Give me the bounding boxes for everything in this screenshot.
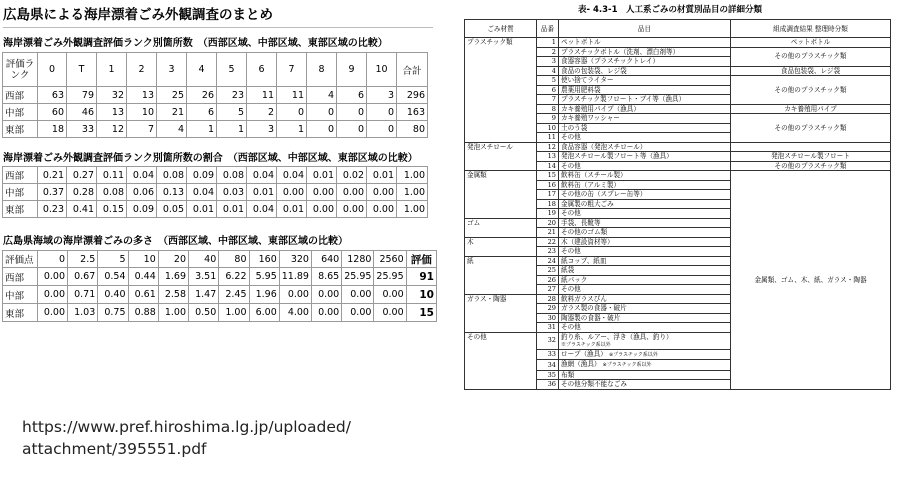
result-other-plastic-2: その他のプラスチック類 — [731, 76, 891, 105]
data-cell: 2.58 — [158, 286, 188, 304]
summary-panel — [0, 0, 437, 501]
item-no: 35 — [537, 370, 559, 380]
category-plastic: プラスチック類 — [465, 38, 537, 143]
item-no: 13 — [537, 152, 559, 162]
item-no: 4 — [537, 66, 559, 76]
item-name: 紙パック — [559, 275, 731, 285]
data-cell: 0.00 — [279, 286, 311, 304]
item-name: その他の缶（スプレー缶等） — [559, 190, 731, 200]
data-cell: 0.08 — [157, 167, 187, 184]
item-no: 30 — [537, 313, 559, 323]
item-name-with-note — [559, 360, 731, 371]
table-row — [3, 167, 428, 184]
ratios-table — [2, 166, 428, 218]
item-name: カキ養殖用パイプ（漁具） — [559, 104, 731, 114]
category-metal: 金属類 — [465, 171, 537, 219]
data-cell: 0.54 — [98, 268, 128, 286]
region-label: 西部 — [3, 268, 38, 286]
table-row — [3, 268, 437, 286]
data-cell: 0.01 — [367, 167, 397, 184]
item-no: 10 — [537, 123, 559, 133]
data-cell: 26 — [187, 87, 217, 104]
data-cell: 0.00 — [342, 304, 374, 322]
data-cell: 0.88 — [128, 304, 158, 322]
data-cell: 0 — [367, 104, 397, 121]
item-no: 21 — [537, 228, 559, 238]
header-cell: T — [67, 53, 97, 87]
item-no: 16 — [537, 180, 559, 190]
source-url-line-1: https://www.pref.hiroshima.lg.jp/uploaded/ — [22, 418, 351, 436]
data-cell: 0.00 — [374, 286, 406, 304]
region-label: 東部 — [3, 201, 38, 218]
region-label: 中部 — [3, 286, 38, 304]
data-cell: 0 — [277, 104, 307, 121]
header-cell: 10 — [367, 53, 397, 87]
total-cell: 296 — [397, 87, 428, 104]
item-no: 32 — [537, 332, 559, 349]
item-no: 7 — [537, 95, 559, 105]
item-name: 釣り糸、ルアー、浮き（漁具、釣り） — [561, 333, 673, 342]
item-name: その他 — [559, 209, 731, 219]
data-cell: 0.04 — [247, 167, 277, 184]
score-header: 評価 — [406, 251, 436, 268]
item-no: 25 — [537, 266, 559, 276]
data-cell: 25.95 — [374, 268, 406, 286]
item-name: その他 — [559, 247, 731, 257]
data-cell: 0.03 — [217, 184, 247, 201]
data-cell: 5.95 — [249, 268, 279, 286]
classification-title: 表- 4.3-1 人工系ごみの材質別品目の詳細分類 — [578, 5, 762, 15]
item-no: 3 — [537, 57, 559, 67]
data-cell: 1.03 — [68, 304, 98, 322]
score-cell: 91 — [406, 268, 436, 286]
header-cell: 9 — [337, 53, 367, 87]
data-cell: 0.15 — [97, 201, 127, 218]
data-cell: 8.65 — [311, 268, 341, 286]
volume-table — [2, 250, 437, 322]
data-cell: 0 — [367, 121, 397, 138]
category-wood: 木 — [465, 237, 537, 256]
table-header-row — [3, 251, 437, 268]
item-no: 15 — [537, 171, 559, 181]
result-foam-float: 発泡スチロール製フロート — [731, 152, 891, 162]
item-name-with-note — [559, 332, 731, 349]
counts-table — [2, 52, 428, 138]
item-name: その他 — [559, 133, 731, 143]
data-cell: 0.04 — [277, 167, 307, 184]
data-cell: 13 — [127, 87, 157, 104]
item-no: 22 — [537, 237, 559, 247]
score-cell: 15 — [406, 304, 436, 322]
data-cell: 0.00 — [311, 286, 341, 304]
data-cell: 5 — [217, 104, 247, 121]
category-paper: 紙 — [465, 256, 537, 294]
data-cell: 0.04 — [127, 167, 157, 184]
item-no: 29 — [537, 304, 559, 314]
header-label: 評価ランク — [3, 53, 38, 87]
header-material: ごみ材質 — [465, 20, 537, 38]
table-row — [465, 38, 891, 48]
total-cell: 1.00 — [397, 201, 428, 218]
data-cell: 0.67 — [68, 268, 98, 286]
item-no: 2 — [537, 47, 559, 57]
item-name: 陶器製の食器・破片 — [559, 313, 731, 323]
region-label: 中部 — [3, 184, 38, 201]
item-no: 28 — [537, 294, 559, 304]
table-row — [3, 201, 428, 218]
data-cell: 6 — [337, 87, 367, 104]
data-cell: 4 — [307, 87, 337, 104]
data-cell: 7 — [127, 121, 157, 138]
item-no: 36 — [537, 380, 559, 390]
item-name: ロープ（漁具） — [561, 349, 607, 358]
data-cell: 0.50 — [189, 304, 219, 322]
item-name: 食器容器（プラスチックトレイ） — [559, 57, 731, 67]
item-no: 1 — [537, 38, 559, 48]
region-label: 東部 — [3, 121, 38, 138]
item-name: 飲料缶（スチール製） — [559, 171, 731, 181]
item-name: 金属製の粗大ごみ — [559, 199, 731, 209]
classification-panel — [458, 0, 900, 501]
data-cell: 0.00 — [342, 286, 374, 304]
data-cell: 0.04 — [247, 201, 277, 218]
data-cell: 1 — [277, 121, 307, 138]
data-cell: 0.61 — [128, 286, 158, 304]
item-name: 飲料ガラスびん — [559, 294, 731, 304]
header-cell: 2 — [127, 53, 157, 87]
item-name: ペットボトル — [559, 38, 731, 48]
header-cell: 7 — [277, 53, 307, 87]
data-cell: 0.00 — [37, 268, 67, 286]
data-cell: 0.37 — [38, 184, 67, 201]
data-cell: 1.69 — [158, 268, 188, 286]
item-no: 11 — [537, 133, 559, 143]
classification-table — [464, 19, 891, 390]
data-cell: 6 — [187, 104, 217, 121]
header-cell: 8 — [307, 53, 337, 87]
item-name: 使い捨てライター — [559, 76, 731, 86]
data-cell: 0.02 — [337, 167, 367, 184]
data-cell: 11 — [277, 87, 307, 104]
item-name: 漁網（漁具） — [561, 360, 601, 368]
data-cell: 60 — [38, 104, 67, 121]
item-no: 18 — [537, 199, 559, 209]
category-glass: ガラス・陶器 — [465, 294, 537, 332]
data-cell: 0 — [337, 104, 367, 121]
header-cell: 20 — [158, 251, 188, 268]
header-cell: 0 — [38, 53, 67, 87]
data-cell: 0.27 — [67, 167, 97, 184]
item-no: 6 — [537, 85, 559, 95]
data-cell: 0.21 — [38, 167, 67, 184]
header-cell: 160 — [249, 251, 279, 268]
data-cell: 1 — [217, 121, 247, 138]
data-cell: 2.45 — [219, 286, 249, 304]
data-cell: 0.41 — [67, 201, 97, 218]
total-cell: 80 — [397, 121, 428, 138]
data-cell: 21 — [157, 104, 187, 121]
data-cell: 0.44 — [128, 268, 158, 286]
data-cell: 0.00 — [311, 304, 341, 322]
data-cell: 0.00 — [277, 184, 307, 201]
counts-table-title: 海岸漂着ごみ外観調査評価ランク別箇所数 （西部区域、中部区域、東部区域の比較） — [3, 38, 388, 49]
item-no: 19 — [537, 209, 559, 219]
volume-table-title: 広島県海域の海岸漂着ごみの多さ （西部区域、中部区域、東部区域の比較） — [3, 236, 348, 247]
data-cell: 0.00 — [37, 304, 67, 322]
item-name: 食品容器（発泡スチロール） — [559, 142, 731, 152]
item-name: 木（建設資材等） — [559, 237, 731, 247]
header-cell: 80 — [219, 251, 249, 268]
region-label: 東部 — [3, 304, 38, 322]
table-row — [3, 286, 437, 304]
header-item: 品目 — [559, 20, 731, 38]
item-no: 8 — [537, 104, 559, 114]
item-name: その他のゴム類 — [559, 228, 731, 238]
table-row — [465, 142, 891, 152]
data-cell: 1 — [187, 121, 217, 138]
data-cell: 0.05 — [157, 201, 187, 218]
data-cell: 0.01 — [277, 201, 307, 218]
item-no: 9 — [537, 114, 559, 124]
data-cell: 0.00 — [307, 184, 337, 201]
item-name: 紙コップ、紙皿 — [559, 256, 731, 266]
item-no: 23 — [537, 247, 559, 257]
data-cell: 6.00 — [249, 304, 279, 322]
table-row — [3, 184, 428, 201]
data-cell: 4.00 — [279, 304, 311, 322]
data-cell: 0.01 — [187, 201, 217, 218]
data-cell: 25 — [157, 87, 187, 104]
table-row — [3, 104, 428, 121]
header-no: 品番 — [537, 20, 559, 38]
header-cell: 40 — [189, 251, 219, 268]
table-header-row — [3, 53, 428, 87]
data-cell: 33 — [67, 121, 97, 138]
data-cell: 0.01 — [307, 167, 337, 184]
page-title: 広島県による海岸漂着ごみ外観調査のまとめ — [3, 2, 433, 28]
data-cell: 3.51 — [189, 268, 219, 286]
item-no: 24 — [537, 256, 559, 266]
data-cell: 0 — [307, 104, 337, 121]
data-cell: 32 — [97, 87, 127, 104]
item-name: 食品の包装袋、レジ袋 — [559, 66, 731, 76]
item-name: その他 — [559, 323, 731, 333]
data-cell: 0.01 — [217, 201, 247, 218]
item-name: 農薬用肥料袋 — [559, 85, 731, 95]
data-cell: 1.00 — [158, 304, 188, 322]
data-cell: 0.00 — [307, 201, 337, 218]
header-cell: 5 — [98, 251, 128, 268]
data-cell: 2 — [247, 104, 277, 121]
item-name: 飲料缶（アルミ製） — [559, 180, 731, 190]
header-cell: 2560 — [374, 251, 406, 268]
data-cell: 11 — [247, 87, 277, 104]
data-cell: 1.96 — [249, 286, 279, 304]
data-cell: 1.47 — [189, 286, 219, 304]
data-cell: 0.09 — [127, 201, 157, 218]
data-cell: 1.00 — [219, 304, 249, 322]
item-name: ガラス製の食器・破片 — [559, 304, 731, 314]
result-empty — [731, 142, 891, 152]
data-cell: 0.01 — [247, 184, 277, 201]
header-cell: 1 — [97, 53, 127, 87]
item-no: 17 — [537, 190, 559, 200]
header-label: 評価点 — [3, 251, 38, 268]
region-label: 西部 — [3, 87, 38, 104]
data-cell: 0.08 — [97, 184, 127, 201]
header-cell: 6 — [247, 53, 277, 87]
data-cell: 0.00 — [337, 201, 367, 218]
data-cell: 0 — [337, 121, 367, 138]
result-other-plastic-4: その他のプラスチック類 — [731, 161, 891, 171]
data-cell: 12 — [97, 121, 127, 138]
header-cell: 640 — [311, 251, 341, 268]
data-cell: 0.11 — [97, 167, 127, 184]
header-cell: 10 — [128, 251, 158, 268]
item-no: 20 — [537, 218, 559, 228]
ratios-table-title: 海岸漂着ごみ外観調査評価ランク別箇所数の割合 （西部区域、中部区域、東部区域の比較） — [3, 153, 418, 164]
table-header-row — [465, 20, 891, 38]
item-name: その他分類不能なごみ — [559, 380, 731, 390]
data-cell: 11.89 — [279, 268, 311, 286]
item-name: 紙袋 — [559, 266, 731, 276]
data-cell: 0.00 — [337, 184, 367, 201]
table-row — [3, 304, 437, 322]
item-name: プラスチックボトル（洗剤、漂白剤等） — [559, 47, 731, 57]
data-cell: 0.71 — [68, 286, 98, 304]
item-note: ※プラスチック系以外 — [608, 351, 658, 358]
header-result: 組成調査結果 整理時分類 — [731, 20, 891, 38]
item-name: その他 — [559, 161, 731, 171]
item-no: 34 — [537, 360, 559, 371]
result-pipe: カキ養殖用パイプ — [731, 104, 891, 114]
data-cell: 0.09 — [187, 167, 217, 184]
data-cell: 0.00 — [374, 304, 406, 322]
header-cell: 320 — [279, 251, 311, 268]
category-rubber: ゴム — [465, 218, 537, 237]
result-other-plastic: その他のプラスチック類 — [731, 47, 891, 66]
data-cell: 0.00 — [367, 184, 397, 201]
item-no: 27 — [537, 285, 559, 295]
item-no: 33 — [537, 349, 559, 360]
source-url-line-2: attachment/395551.pdf — [22, 440, 207, 458]
total-cell: 1.00 — [397, 167, 428, 184]
data-cell: 0.23 — [38, 201, 67, 218]
data-cell: 0.28 — [67, 184, 97, 201]
data-cell: 23 — [217, 87, 247, 104]
header-cell: 合計 — [397, 53, 428, 87]
item-no: 26 — [537, 275, 559, 285]
table-row — [465, 171, 891, 181]
region-label: 中部 — [3, 104, 38, 121]
item-note: ※プラスチック系以外 — [561, 341, 611, 348]
data-cell: 0.40 — [98, 286, 128, 304]
category-foam: 発泡スチロール — [465, 142, 537, 171]
source-url[interactable] — [22, 416, 351, 460]
item-no: 12 — [537, 142, 559, 152]
item-no: 31 — [537, 323, 559, 333]
data-cell: 6.22 — [219, 268, 249, 286]
item-name: カキ養殖ワッシャー — [559, 114, 731, 124]
item-no: 5 — [537, 76, 559, 86]
table-row — [3, 121, 428, 138]
data-cell: 0.04 — [187, 184, 217, 201]
score-cell: 10 — [406, 286, 436, 304]
total-cell: 1.00 — [397, 184, 428, 201]
result-pet: ペットボトル — [731, 38, 891, 48]
data-cell: 4 — [157, 121, 187, 138]
data-cell: 46 — [67, 104, 97, 121]
item-name: 手袋、長靴等 — [559, 218, 731, 228]
result-bag: 食品包装袋、レジ袋 — [731, 66, 891, 76]
data-cell: 25.95 — [342, 268, 374, 286]
header-cell: 2.5 — [68, 251, 98, 268]
item-name: その他 — [559, 285, 731, 295]
data-cell: 0 — [307, 121, 337, 138]
item-name: 布類 — [559, 370, 731, 380]
result-other-plastic-3: その他のプラスチック類 — [731, 114, 891, 143]
item-note: ※プラスチック系以外 — [602, 362, 652, 368]
data-cell: 0.00 — [367, 201, 397, 218]
data-cell: 13 — [97, 104, 127, 121]
region-label: 西部 — [3, 167, 38, 184]
header-cell: 3 — [157, 53, 187, 87]
header-cell: 5 — [217, 53, 247, 87]
data-cell: 0.13 — [157, 184, 187, 201]
data-cell: 3 — [367, 87, 397, 104]
data-cell: 0.08 — [217, 167, 247, 184]
item-name: 土のう袋 — [559, 123, 731, 133]
item-name: プラスチック製フロート・ブイ等（漁具） — [559, 95, 731, 105]
data-cell: 0.06 — [127, 184, 157, 201]
item-name-with-note — [559, 349, 731, 360]
header-cell: 4 — [187, 53, 217, 87]
data-cell: 0.00 — [37, 286, 67, 304]
data-cell: 3 — [247, 121, 277, 138]
data-cell: 0.75 — [98, 304, 128, 322]
table-row — [3, 87, 428, 104]
data-cell: 63 — [38, 87, 67, 104]
item-no: 14 — [537, 161, 559, 171]
data-cell: 10 — [127, 104, 157, 121]
item-name: 発泡スチロール製フロート等（漁具） — [559, 152, 731, 162]
data-cell: 18 — [38, 121, 67, 138]
total-cell: 163 — [397, 104, 428, 121]
result-misc: 金属類、ゴム、木、紙、ガラス・陶器 — [731, 171, 891, 390]
data-cell: 79 — [67, 87, 97, 104]
header-cell: 1280 — [342, 251, 374, 268]
header-cell: 0 — [37, 251, 67, 268]
category-other: その他 — [465, 332, 537, 389]
